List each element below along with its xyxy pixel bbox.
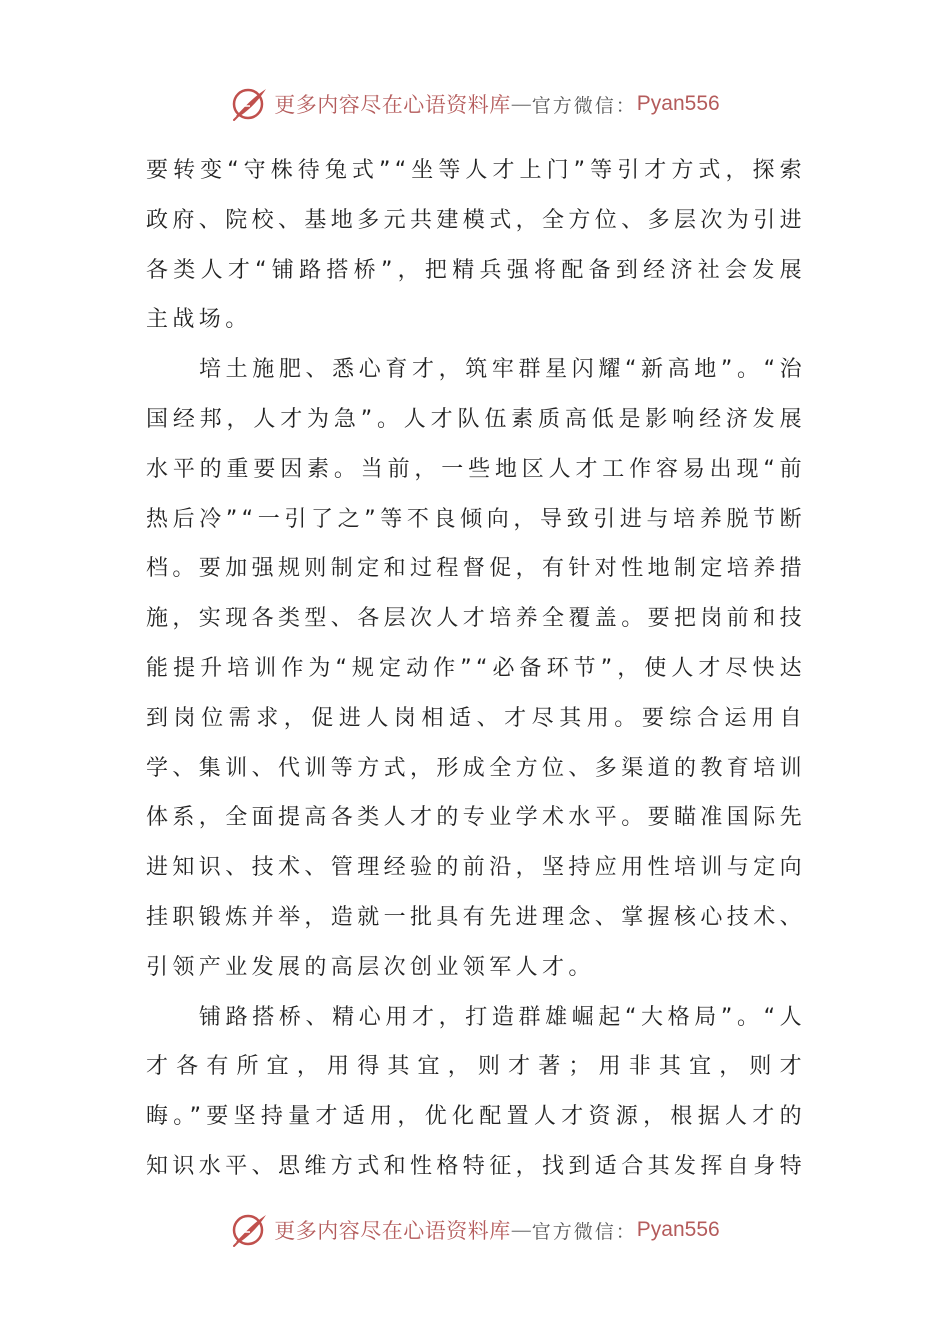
footer-promo-text: 更多内容尽在心语资料库 — [274, 1219, 511, 1243]
header-wechat-id: Pyan556 — [636, 92, 720, 115]
header-separator: — — [510, 92, 532, 116]
footer-wechat-label: 官方微信： — [531, 1220, 637, 1243]
page-header-banner — [0, 84, 950, 124]
page-footer-banner — [0, 1210, 950, 1250]
document-body — [146, 146, 806, 1192]
quill-pen-logo-icon — [230, 1212, 270, 1248]
paragraph-2: 培土施肥、悉心育才，筑牢群星闪耀“新高地”。“治国经邦，人才为急”。人才队伍素质高低是影响经济发展水平的重要因素。当前，一些地区人才工作容易出现“前热后冷”“一引了之”等不良倾向，导致引进与培养脱节断档。要加强规则制定和过程督促，有针对性地制定培养措施，实现各类型、各层次人才培养全覆盖。要把岗前和技能提升培训作为“规定动作”“必备环节”，使人才尽快达到岗位需求，促进人岗相适、才尽其用。要综合运用自学、集训、代训等方式，形成全方位、多渠道的教育培训体系，全面提高各类人才的专业学术水平。要瞄准国际先进知识、技术、管理经验的前沿，坚持应用性培训与定向挂职锻炼并举，造就一批具有先进理念、掌握核心技术、引领产业发展的高层次创业领军人才。 — [146, 357, 807, 980]
header-promo-text: 更多内容尽在心语资料库 — [274, 93, 511, 117]
paragraph-3: 铺路搭桥、精心用才，打造群雄崛起“大格局”。“人才各有所宜，用得其宜，则才著；用非其宜，则才晦。”要坚持量才适用，优化配置人才资源，根据人才的知识水平、思维方式和性格特征，找到适合其发挥自身特 — [146, 1004, 807, 1179]
footer-wechat-id: Pyan556 — [636, 1218, 720, 1241]
quill-pen-logo-icon — [230, 86, 270, 122]
footer-separator: — — [510, 1218, 532, 1242]
header-wechat-label: 官方微信： — [531, 94, 637, 117]
paragraph-1: 要转变“守株待兔式”“坐等人才上门”等引才方式，探索政府、院校、基地多元共建模式，全方位、多层次为引进各类人才“铺路搭桥”，把精兵强将配备到经济社会发展主战场。 — [146, 158, 807, 333]
